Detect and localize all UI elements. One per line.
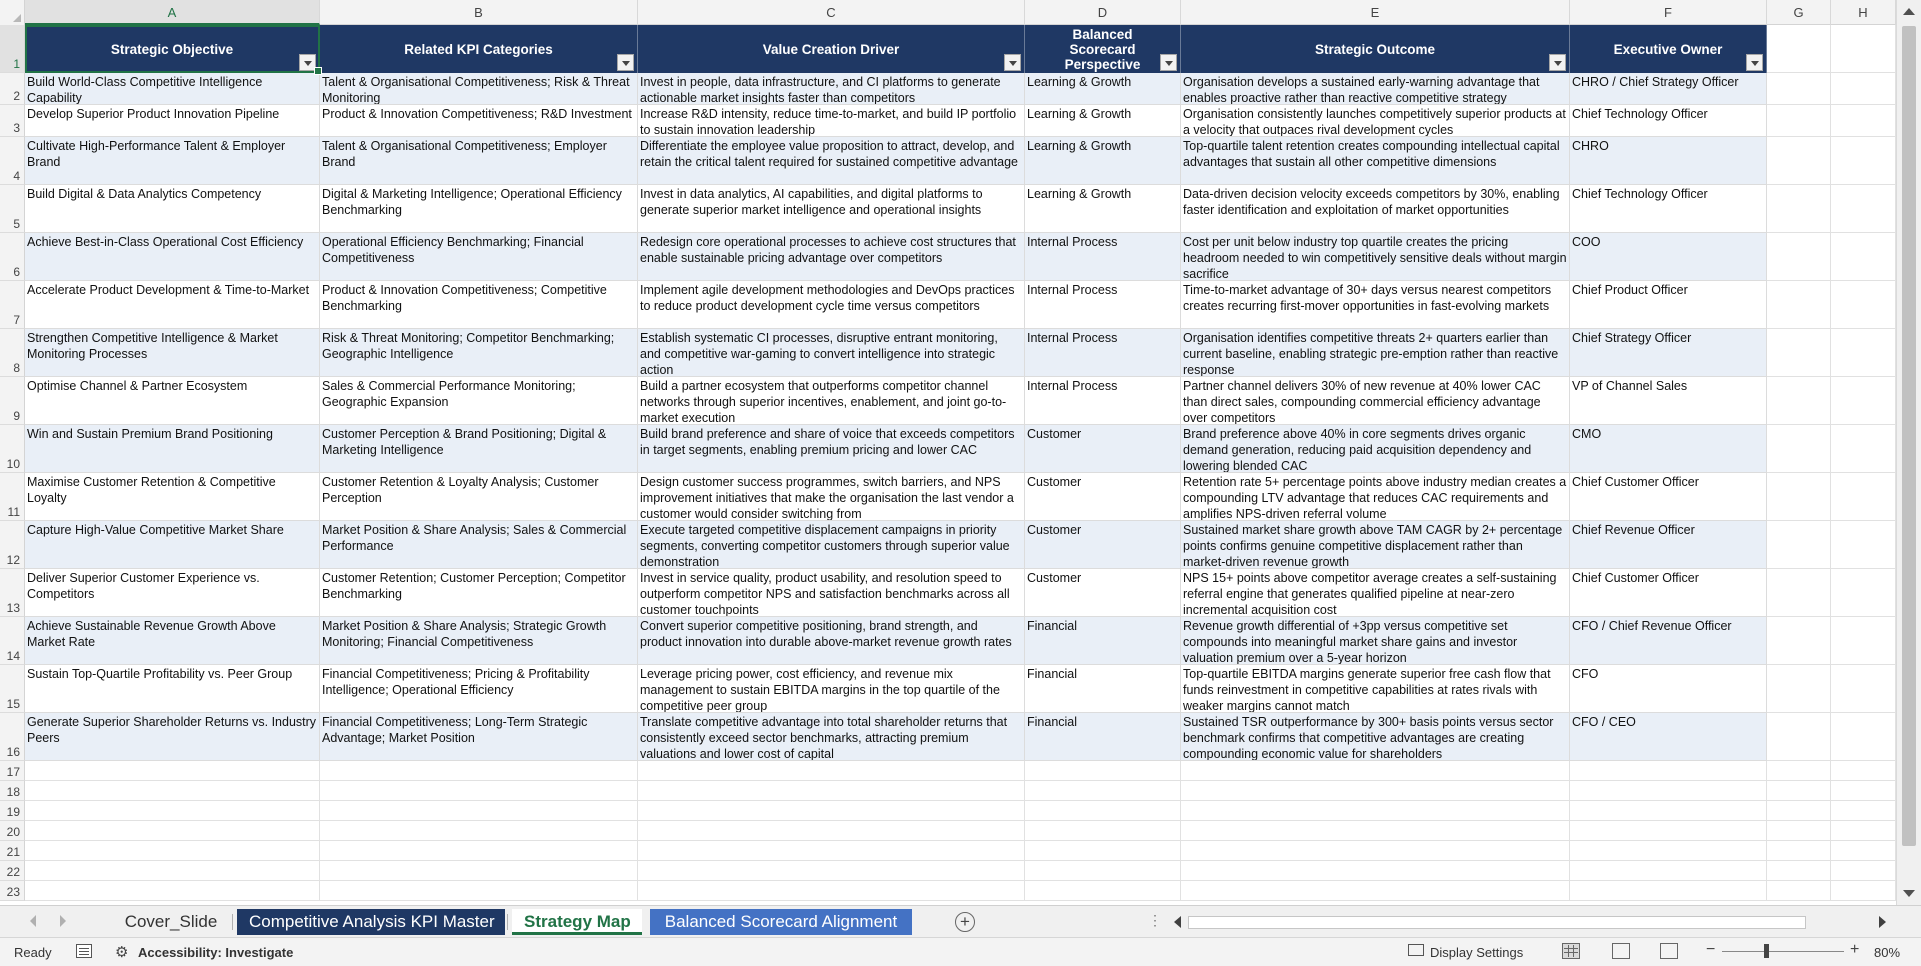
empty-cell[interactable] <box>1181 761 1570 781</box>
filter-dropdown-icon[interactable] <box>1160 54 1177 71</box>
empty-cell[interactable] <box>1767 781 1831 801</box>
row-header-10[interactable]: 10 <box>0 425 25 473</box>
empty-cell[interactable] <box>1831 185 1896 233</box>
new-sheet-button[interactable]: + <box>955 912 975 932</box>
empty-cell[interactable] <box>638 801 1025 821</box>
table-header-cell[interactable] <box>638 25 1025 73</box>
table-cell[interactable]: Partner channel delivers 30% of new revenue at 40% lower CAC than direct sales, compounding commercial efficiency advantage over competitors <box>1181 377 1570 425</box>
table-cell[interactable]: Operational Efficiency Benchmarking; Financial Competitiveness <box>320 233 638 281</box>
next-sheet-icon[interactable] <box>60 915 66 927</box>
column-header-a[interactable]: A <box>25 0 320 25</box>
empty-cell[interactable] <box>1831 521 1896 569</box>
table-cell[interactable]: Build World-Class Competitive Intelligence Capability <box>25 73 320 105</box>
table-cell[interactable]: Internal Process <box>1025 377 1181 425</box>
empty-cell[interactable] <box>1831 73 1896 105</box>
empty-cell[interactable] <box>1181 821 1570 841</box>
zoom-in-icon[interactable]: + <box>1850 941 1860 958</box>
tab-separator <box>507 914 508 930</box>
table-cell[interactable]: CHRO <box>1570 137 1767 185</box>
table-cell[interactable]: Win and Sustain Premium Brand Positioning <box>25 425 320 473</box>
table-cell[interactable]: Implement agile development methodologies and DevOps practices to reduce product development cycle time versus competitors <box>638 281 1025 329</box>
empty-cell[interactable] <box>25 881 320 901</box>
empty-cell[interactable] <box>1767 861 1831 881</box>
table-header-label: Strategic Objective <box>110 41 234 57</box>
table-header-label: Value Creation Driver <box>762 41 900 57</box>
empty-cell[interactable] <box>1831 137 1896 185</box>
column-header-f[interactable]: F <box>1570 0 1767 25</box>
table-cell[interactable]: Strengthen Competitive Intelligence & Market Monitoring Processes <box>25 329 320 377</box>
table-cell[interactable]: Digital & Marketing Intelligence; Operational Efficiency Benchmarking <box>320 185 638 233</box>
table-cell[interactable]: Organisation develops a sustained early-warning advantage that enables proactive rather than reactive competitive strategy <box>1181 73 1570 105</box>
status-bar <box>0 937 1921 966</box>
accessibility-icon[interactable]: ⚙ <box>115 944 129 961</box>
table-cell[interactable]: Execute targeted competitive displacement campaigns in priority segments, converting competitor customers through superior value demonstration <box>638 521 1025 569</box>
empty-cell[interactable] <box>320 821 638 841</box>
empty-cell[interactable] <box>1831 425 1896 473</box>
column-header-h[interactable]: H <box>1831 0 1896 25</box>
zoom-out-icon[interactable]: − <box>1706 941 1716 958</box>
empty-cell[interactable] <box>320 841 638 861</box>
empty-cell[interactable] <box>320 881 638 901</box>
table-cell[interactable]: Financial Competitiveness; Long-Term Strategic Advantage; Market Position <box>320 713 638 761</box>
table-cell[interactable]: CFO / CEO <box>1570 713 1767 761</box>
filter-dropdown-icon[interactable] <box>1549 54 1566 71</box>
empty-cell[interactable] <box>1767 821 1831 841</box>
empty-cell[interactable] <box>1831 105 1896 137</box>
table-cell[interactable]: Cost per unit below industry top quartile creates the pricing headroom needed to win competitively sensitive deals without margin sacrifice <box>1181 233 1570 281</box>
empty-cell[interactable] <box>1025 821 1181 841</box>
table-cell[interactable]: Deliver Superior Customer Experience vs. Competitors <box>25 569 320 617</box>
table-cell[interactable]: NPS 15+ points above competitor average creates a self-sustaining referral engine that generates qualified pipeline at near-zero incremental acquisition cost <box>1181 569 1570 617</box>
table-cell[interactable]: Chief Technology Officer <box>1570 105 1767 137</box>
sheet-tab[interactable]: Strategy Map <box>512 909 642 935</box>
table-header-cell[interactable] <box>1025 25 1181 73</box>
table-cell[interactable]: Financial <box>1025 617 1181 665</box>
table-cell[interactable]: Customer <box>1025 521 1181 569</box>
empty-cell[interactable] <box>1767 841 1831 861</box>
empty-cell[interactable] <box>1767 425 1831 473</box>
empty-cell[interactable] <box>1025 861 1181 881</box>
empty-cell[interactable] <box>638 821 1025 841</box>
table-cell[interactable]: Optimise Channel & Partner Ecosystem <box>25 377 320 425</box>
column-header-e[interactable]: E <box>1181 0 1570 25</box>
table-header-label: Balanced Scorecard Perspective <box>1064 26 1141 72</box>
empty-cell[interactable] <box>25 841 320 861</box>
table-cell[interactable]: Maximise Customer Retention & Competitive Loyalty <box>25 473 320 521</box>
table-cell[interactable]: Accelerate Product Development & Time-to-Market <box>25 281 320 329</box>
empty-cell[interactable] <box>1025 781 1181 801</box>
empty-cell[interactable] <box>25 801 320 821</box>
empty-cell[interactable] <box>1767 377 1831 425</box>
empty-cell[interactable] <box>1767 329 1831 377</box>
zoom-slider[interactable] <box>1722 951 1844 952</box>
row-header-16[interactable]: 16 <box>0 713 25 761</box>
empty-cell[interactable] <box>1181 861 1570 881</box>
table-cell[interactable]: Cultivate High-Performance Talent & Employer Brand <box>25 137 320 185</box>
sheet-tab[interactable]: Cover_Slide <box>124 912 218 931</box>
column-header-c[interactable]: C <box>638 0 1025 25</box>
column-header-bar <box>0 0 1921 25</box>
empty-cell[interactable] <box>1767 617 1831 665</box>
empty-cell[interactable] <box>1767 185 1831 233</box>
empty-cell[interactable] <box>1831 665 1896 713</box>
zoom-slider-thumb[interactable] <box>1764 944 1769 958</box>
empty-cell[interactable] <box>1570 881 1767 901</box>
table-cell[interactable]: Organisation identifies competitive threats 2+ quarters earlier than current baseline, enabling strategic pre-emption rather than reactive response <box>1181 329 1570 377</box>
empty-cell[interactable] <box>1025 841 1181 861</box>
row-header-2[interactable]: 2 <box>0 73 25 105</box>
empty-cell[interactable] <box>638 881 1025 901</box>
table-cell[interactable]: Talent & Organisational Competitiveness; Risk & Threat Monitoring <box>320 73 638 105</box>
row-header-17[interactable]: 17 <box>0 761 25 781</box>
page-break-view-button[interactable] <box>1660 943 1678 959</box>
table-cell[interactable]: Retention rate 5+ percentage points above industry median creates a compounding LTV advantage that reduces CAC requirements and amplifies NPS-driven referral volume <box>1181 473 1570 521</box>
table-cell[interactable]: Customer Retention; Customer Perception; Competitor Benchmarking <box>320 569 638 617</box>
empty-cell[interactable] <box>638 861 1025 881</box>
table-cell[interactable]: Financial Competitiveness; Pricing & Profitability Intelligence; Operational Efficiency <box>320 665 638 713</box>
row-header-12[interactable]: 12 <box>0 521 25 569</box>
table-cell[interactable]: Chief Customer Officer <box>1570 473 1767 521</box>
tab-splitter-icon[interactable]: ⋮ <box>1148 912 1161 928</box>
empty-cell[interactable] <box>1831 881 1896 901</box>
row-header-13[interactable]: 13 <box>0 569 25 617</box>
table-cell[interactable]: Market Position & Share Analysis; Sales & Commercial Performance <box>320 521 638 569</box>
empty-cell[interactable] <box>1831 861 1896 881</box>
table-cell[interactable]: Risk & Threat Monitoring; Competitor Benchmarking; Geographic Intelligence <box>320 329 638 377</box>
table-cell[interactable]: Sustained market share growth above TAM CAGR by 2+ percentage points confirms genuine competitive displacement rather than market-driven revenue growth <box>1181 521 1570 569</box>
empty-cell[interactable] <box>25 861 320 881</box>
row-header-9[interactable]: 9 <box>0 377 25 425</box>
sheet-tab-bar <box>0 905 1921 937</box>
table-cell[interactable]: Product & Innovation Competitiveness; Competitive Benchmarking <box>320 281 638 329</box>
table-cell[interactable]: Chief Technology Officer <box>1570 185 1767 233</box>
table-cell[interactable]: Financial <box>1025 665 1181 713</box>
row-header-6[interactable]: 6 <box>0 233 25 281</box>
empty-cell[interactable] <box>1767 881 1831 901</box>
row-header-19[interactable]: 19 <box>0 801 25 821</box>
table-cell[interactable]: Generate Superior Shareholder Returns vs. Industry Peers <box>25 713 320 761</box>
table-header-cell[interactable] <box>320 25 638 73</box>
worksheet-grid[interactable] <box>25 25 1896 905</box>
table-cell[interactable]: Customer Perception & Brand Positioning; Digital & Marketing Intelligence <box>320 425 638 473</box>
empty-cell[interactable] <box>1767 665 1831 713</box>
table-cell[interactable]: Sustain Top-Quartile Profitability vs. Peer Group <box>25 665 320 713</box>
empty-cell[interactable] <box>1767 25 1831 73</box>
table-cell[interactable]: Chief Revenue Officer <box>1570 521 1767 569</box>
row-header-23[interactable]: 23 <box>0 881 25 901</box>
column-header-d[interactable]: D <box>1025 0 1181 25</box>
table-cell[interactable]: Convert superior competitive positioning, brand strength, and product innovation into durable above-market revenue growth rates <box>638 617 1025 665</box>
empty-cell[interactable] <box>1831 233 1896 281</box>
table-cell[interactable]: Redesign core operational processes to achieve cost structures that enable sustainable pricing advantage over competitors <box>638 233 1025 281</box>
table-cell[interactable]: Achieve Sustainable Revenue Growth Above Market Rate <box>25 617 320 665</box>
table-cell[interactable]: Talent & Organisational Competitiveness; Employer Brand <box>320 137 638 185</box>
filter-dropdown-icon[interactable] <box>1004 54 1021 71</box>
empty-cell[interactable] <box>1831 761 1896 781</box>
table-cell[interactable]: Learning & Growth <box>1025 73 1181 105</box>
row-header-18[interactable]: 18 <box>0 781 25 801</box>
empty-cell[interactable] <box>1831 617 1896 665</box>
empty-cell[interactable] <box>1831 329 1896 377</box>
vertical-scroll-thumb[interactable] <box>1902 26 1916 846</box>
empty-cell[interactable] <box>1181 881 1570 901</box>
table-cell[interactable]: Learning & Growth <box>1025 137 1181 185</box>
table-cell[interactable]: Organisation consistently launches competitively superior products at a velocity that outpaces rival development cycles <box>1181 105 1570 137</box>
table-cell[interactable]: Internal Process <box>1025 329 1181 377</box>
display-settings-icon[interactable] <box>1408 944 1424 956</box>
table-cell[interactable]: Brand preference above 40% in core segments drives organic demand generation, reducing paid acquisition dependency and lowering blended CAC <box>1181 425 1570 473</box>
empty-cell[interactable] <box>1767 281 1831 329</box>
table-cell[interactable]: Top-quartile talent retention creates compounding intellectual capital advantages that sustain all other competitive dimensions <box>1181 137 1570 185</box>
table-cell[interactable]: Build brand preference and share of voice that exceeds competitors in target segments, enabling premium pricing and lower CAC <box>638 425 1025 473</box>
table-cell[interactable]: Invest in people, data infrastructure, and CI platforms to generate actionable market insights faster than competitors <box>638 73 1025 105</box>
empty-cell[interactable] <box>320 861 638 881</box>
scroll-up-icon[interactable] <box>1903 8 1915 15</box>
table-cell[interactable]: Leverage pricing power, cost efficiency, and revenue mix management to sustain EBITDA margins in the top quartile of the competitive peer group <box>638 665 1025 713</box>
prev-sheet-icon[interactable] <box>30 915 36 927</box>
empty-cell[interactable] <box>1025 801 1181 821</box>
table-cell[interactable]: Data-driven decision velocity exceeds competitors by 30%, enabling faster identification and exploitation of market opportunities <box>1181 185 1570 233</box>
table-cell[interactable]: COO <box>1570 233 1767 281</box>
empty-cell[interactable] <box>638 761 1025 781</box>
table-cell[interactable]: Capture High-Value Competitive Market Share <box>25 521 320 569</box>
table-header-cell[interactable] <box>25 25 320 73</box>
empty-cell[interactable] <box>1767 801 1831 821</box>
zoom-level[interactable]: 80% <box>1874 945 1901 960</box>
empty-cell[interactable] <box>1570 821 1767 841</box>
horizontal-scroll-thumb[interactable] <box>1188 916 1806 929</box>
empty-cell[interactable] <box>1831 821 1896 841</box>
table-cell[interactable]: Develop Superior Product Innovation Pipeline <box>25 105 320 137</box>
table-cell[interactable]: Revenue growth differential of +3pp versus competitive set compounds into meaningful market share gains and investor valuation premium over a 5-year horizon <box>1181 617 1570 665</box>
empty-cell[interactable] <box>1831 569 1896 617</box>
page-layout-view-button[interactable] <box>1612 943 1630 959</box>
table-cell[interactable]: Build a partner ecosystem that outperforms competitor channel networks through superior incentives, enablement, and joint go-to-market execution <box>638 377 1025 425</box>
table-cell[interactable]: Achieve Best-in-Class Operational Cost Efficiency <box>25 233 320 281</box>
vertical-scrollbar[interactable] <box>1896 0 1921 905</box>
table-cell[interactable]: Differentiate the employee value proposition to attract, develop, and retain the critical talent required for sustained competitive advantage <box>638 137 1025 185</box>
row-header-8[interactable]: 8 <box>0 329 25 377</box>
empty-cell[interactable] <box>25 821 320 841</box>
empty-cell[interactable] <box>1570 781 1767 801</box>
empty-cell[interactable] <box>1831 801 1896 821</box>
macro-recording-icon[interactable] <box>76 944 92 958</box>
row-header-7[interactable]: 7 <box>0 281 25 329</box>
select-all-corner[interactable] <box>0 0 25 25</box>
table-header-cell[interactable] <box>1570 25 1767 73</box>
table-cell[interactable]: Learning & Growth <box>1025 185 1181 233</box>
table-cell[interactable]: Customer <box>1025 425 1181 473</box>
table-cell[interactable]: Market Position & Share Analysis; Strategic Growth Monitoring; Financial Competitiveness <box>320 617 638 665</box>
empty-cell[interactable] <box>1767 105 1831 137</box>
table-cell[interactable]: CMO <box>1570 425 1767 473</box>
empty-cell[interactable] <box>1831 281 1896 329</box>
horizontal-scrollbar[interactable] <box>1170 914 1890 931</box>
display-settings-button[interactable]: Display Settings <box>1430 945 1524 960</box>
row-header-21[interactable]: 21 <box>0 841 25 861</box>
empty-cell[interactable] <box>1831 25 1896 73</box>
table-cell[interactable]: Invest in service quality, product usability, and resolution speed to outperform competitor NPS and satisfaction benchmarks across all customer touchpoints <box>638 569 1025 617</box>
empty-cell[interactable] <box>1831 841 1896 861</box>
row-header-1[interactable]: 1 <box>0 25 25 73</box>
table-cell[interactable]: Customer <box>1025 569 1181 617</box>
table-cell[interactable]: CFO <box>1570 665 1767 713</box>
empty-cell[interactable] <box>1570 801 1767 821</box>
table-cell[interactable]: Translate competitive advantage into total shareholder returns that consistently exceed sector benchmarks, attracting premium valuations and lower cost of capital <box>638 713 1025 761</box>
table-cell[interactable]: Customer Retention & Loyalty Analysis; Customer Perception <box>320 473 638 521</box>
empty-cell[interactable] <box>1831 781 1896 801</box>
scroll-down-icon[interactable] <box>1903 890 1915 897</box>
empty-cell[interactable] <box>1181 781 1570 801</box>
empty-cell[interactable] <box>638 781 1025 801</box>
filter-dropdown-icon[interactable] <box>1746 54 1763 71</box>
table-cell[interactable]: Chief Strategy Officer <box>1570 329 1767 377</box>
table-cell[interactable]: Chief Customer Officer <box>1570 569 1767 617</box>
table-cell[interactable]: Sustained TSR outperformance by 300+ basis points versus sector benchmark confirms that competitive advantages are creating compounding economic value for shareholders <box>1181 713 1570 761</box>
empty-cell[interactable] <box>25 761 320 781</box>
column-header-g[interactable]: G <box>1767 0 1831 25</box>
sheet-tab[interactable]: Balanced Scorecard Alignment <box>650 909 912 935</box>
empty-cell[interactable] <box>1570 761 1767 781</box>
empty-cell[interactable] <box>1831 713 1896 761</box>
empty-cell[interactable] <box>1767 233 1831 281</box>
filter-dropdown-icon[interactable] <box>299 54 316 71</box>
table-cell[interactable]: Internal Process <box>1025 233 1181 281</box>
table-cell[interactable]: Establish systematic CI processes, disruptive entrant monitoring, and competitive war-gaming to convert intelligence into strategic action <box>638 329 1025 377</box>
empty-cell[interactable] <box>1570 861 1767 881</box>
scroll-right-icon[interactable] <box>1879 916 1886 928</box>
empty-cell[interactable] <box>1767 713 1831 761</box>
row-header-5[interactable]: 5 <box>0 185 25 233</box>
table-cell[interactable]: Customer <box>1025 473 1181 521</box>
empty-cell[interactable] <box>1767 473 1831 521</box>
table-cell[interactable]: Sales & Commercial Performance Monitoring; Geographic Expansion <box>320 377 638 425</box>
status-ready: Ready <box>14 945 52 960</box>
row-header-15[interactable]: 15 <box>0 665 25 713</box>
table-header-label: Related KPI Categories <box>404 41 553 57</box>
table-header-cell[interactable] <box>1181 25 1570 73</box>
filter-dropdown-icon[interactable] <box>617 54 634 71</box>
table-cell[interactable]: Increase R&D intensity, reduce time-to-market, and build IP portfolio to sustain innovation leadership <box>638 105 1025 137</box>
table-cell[interactable]: Design customer success programmes, switch barriers, and NPS improvement initiatives that make the organisation the last vendor a customer would consider switching from <box>638 473 1025 521</box>
row-header-3[interactable]: 3 <box>0 105 25 137</box>
empty-cell[interactable] <box>1831 473 1896 521</box>
empty-cell[interactable] <box>1831 377 1896 425</box>
empty-cell[interactable] <box>1570 841 1767 861</box>
empty-cell[interactable] <box>1025 881 1181 901</box>
column-header-b[interactable]: B <box>320 0 638 25</box>
table-cell[interactable]: CHRO / Chief Strategy Officer <box>1570 73 1767 105</box>
table-cell[interactable]: Learning & Growth <box>1025 105 1181 137</box>
table-header-label: Executive Owner <box>1613 41 1723 57</box>
empty-cell[interactable] <box>1181 841 1570 861</box>
row-header-14[interactable]: 14 <box>0 617 25 665</box>
empty-cell[interactable] <box>25 781 320 801</box>
empty-cell[interactable] <box>1767 137 1831 185</box>
scroll-left-icon[interactable] <box>1174 916 1181 928</box>
table-cell[interactable]: CFO / Chief Revenue Officer <box>1570 617 1767 665</box>
row-header-22[interactable]: 22 <box>0 861 25 881</box>
table-cell[interactable]: Top-quartile EBITDA margins generate superior free cash flow that funds reinvestment in competitive capabilities at rates rivals with weaker margins cannot match <box>1181 665 1570 713</box>
row-header-11[interactable]: 11 <box>0 473 25 521</box>
accessibility-status[interactable]: Accessibility: Investigate <box>138 945 294 960</box>
table-cell[interactable]: VP of Channel Sales <box>1570 377 1767 425</box>
empty-cell[interactable] <box>1025 761 1181 781</box>
empty-cell[interactable] <box>1181 801 1570 821</box>
table-cell[interactable]: Financial <box>1025 713 1181 761</box>
table-cell[interactable]: Internal Process <box>1025 281 1181 329</box>
table-cell[interactable]: Build Digital & Data Analytics Competency <box>25 185 320 233</box>
normal-view-button[interactable] <box>1562 943 1580 959</box>
empty-cell[interactable] <box>1767 569 1831 617</box>
empty-cell[interactable] <box>1767 761 1831 781</box>
table-cell[interactable]: Chief Product Officer <box>1570 281 1767 329</box>
empty-cell[interactable] <box>1767 521 1831 569</box>
row-header-20[interactable]: 20 <box>0 821 25 841</box>
table-cell[interactable]: Invest in data analytics, AI capabilities, and digital platforms to generate superior market intelligence and operational insights <box>638 185 1025 233</box>
empty-cell[interactable] <box>320 761 638 781</box>
empty-cell[interactable] <box>320 781 638 801</box>
sheet-tab[interactable]: Competitive Analysis KPI Master <box>237 909 505 935</box>
tab-separator <box>232 914 233 930</box>
table-header-label: Strategic Outcome <box>1314 41 1436 57</box>
table-cell[interactable]: Time-to-market advantage of 30+ days versus nearest competitors creates recurring first-mover opportunities in fast-evolving markets <box>1181 281 1570 329</box>
table-cell[interactable]: Product & Innovation Competitiveness; R&D Investment <box>320 105 638 137</box>
empty-cell[interactable] <box>1767 73 1831 105</box>
row-header-4[interactable]: 4 <box>0 137 25 185</box>
empty-cell[interactable] <box>638 841 1025 861</box>
empty-cell[interactable] <box>320 801 638 821</box>
